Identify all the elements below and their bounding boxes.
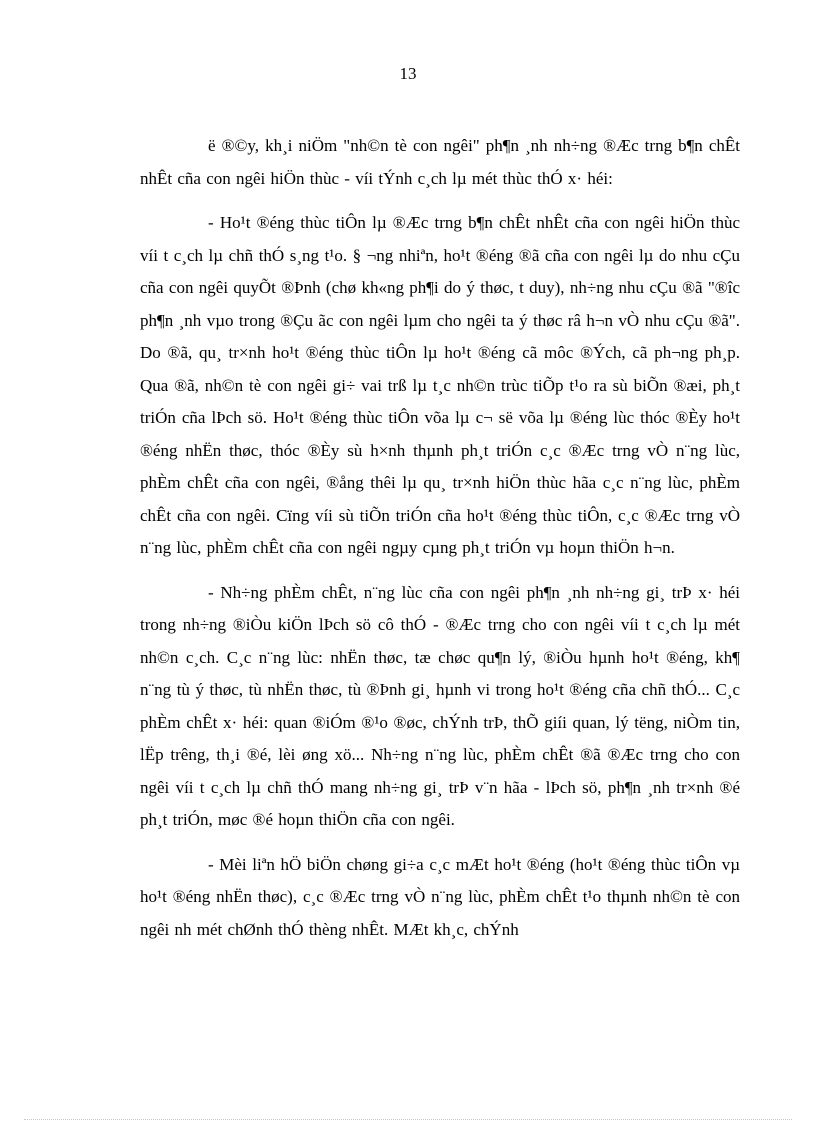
paragraph-intro: ë ®©y, kh¸i niÖm "nh©n tè con ngêi" ph¶n ¸nh nh÷ng ®Æc trng b¶n chÊt nhÊt cña con ngêi hiÖn thùc - víi tÝnh c¸ch lµ mét thùc thÓ x· héi: [140, 136, 740, 188]
paragraph-dialectical-relation: - Mèi liªn hÖ biÖn chøng gi÷a c¸c mÆt ho¹t ®éng (ho¹t ®éng thùc tiÔn vµ ho¹t ®éng nhËn thøc), c¸c ®Æc trng vÒ n¨ng lùc, phÈm chÊt t¹o thµnh nh©n tè con ngêi nh mét chØnh thÓ thèng nhÊt. MÆt kh¸c, chÝnh [140, 854, 740, 939]
body-text [140, 130, 740, 958]
page-number: 13 [399, 64, 417, 83]
page-bottom-border [24, 1119, 792, 1120]
paragraph-practical-activity: - Ho¹t ®éng thùc tiÔn lµ ®Æc trng b¶n chÊt nhÊt cña con ngêi hiÖn thùc víi t c¸ch lµ chñ thÓ s¸ng t¹o. § ¬ng nhiªn, ho¹t ®éng ®ã cña con ngêi lµ do nhu cÇu cña con ngêi quyÕt ®Þnh (chø kh«ng ph¶i do ý thøc, t duy), nh÷ng nhu cÇu ®ã "®îc ph¶n ¸nh vµo trong ®Çu ãc con ngêi lµm cho ngêi ta ý thøc râ h¬n vÒ nhu cÇu ®ã". Do ®ã, qu¸ tr×nh ho¹t ®éng thùc tiÔn lµ ho¹t ®éng cã môc ®Ých, cã ph¬ng ph¸p. Qua ®ã, nh©n tè con ngêi gi÷ vai trß lµ t¸c nh©n trùc tiÕp t¹o ra sù biÕn ®æi, ph¸t triÓn cña lÞch sö. Ho¹t ®éng thùc tiÔn võa lµ c¬ së võa lµ ®éng lùc thóc ®Èy ho¹t ®éng nhËn thøc, thóc ®Èy sù h×nh thµnh ph¸t triÓn c¸c ®Æc trng vÒ n¨ng lùc, phÈm chÊt cña con ngêi, ®ång thêi lµ qu¸ tr×nh hiÖn thùc hãa c¸c n¨ng lùc, phÈm chÊt cña con ngêi. Cïng víi sù tiÕn triÓn cña ho¹t ®éng thùc tiÔn, c¸c ®Æc trng vÒ n¨ng lùc, phÈm chÊt cña con ngêi ngµy cµng ph¸t triÓn vµ hoµn thiÖn h¬n. [140, 213, 740, 557]
paragraph-qualities-capabilities: - Nh÷ng phÈm chÊt, n¨ng lùc cña con ngêi ph¶n ¸nh nh÷ng gi¸ trÞ x· héi trong nh÷ng ®iÒu kiÖn lÞch sö cô thÓ - ®Æc trng cho con ngêi víi t c¸ch lµ mét nh©n c¸ch. C¸c n¨ng lùc: nhËn thøc, tæ chøc qu¶n lý, ®iÒu hµnh ho¹t ®éng, kh¶ n¨ng tù ý thøc, tù nhËn thøc, tù ®Þnh gi¸ hµnh vi trong ho¹t ®éng cña chñ thÓ... C¸c phÈm chÊt x· héi: quan ®iÓm ®¹o ®øc, chÝnh trÞ, thÕ giíi quan, lý tëng, niÒm tin, lËp trêng, th¸i ®é, lèi øng xö... Nh÷ng n¨ng lùc, phÈm chÊt ®ã ®Æc trng cho con ngêi víi t c¸ch lµ chñ thÓ mang nh÷ng gi¸ trÞ v¨n hãa - lÞch sö, ph¶n ¸nh tr×nh ®é ph¸t triÓn, møc ®é hoµn thiÖn cña con ngêi. [140, 582, 740, 829]
